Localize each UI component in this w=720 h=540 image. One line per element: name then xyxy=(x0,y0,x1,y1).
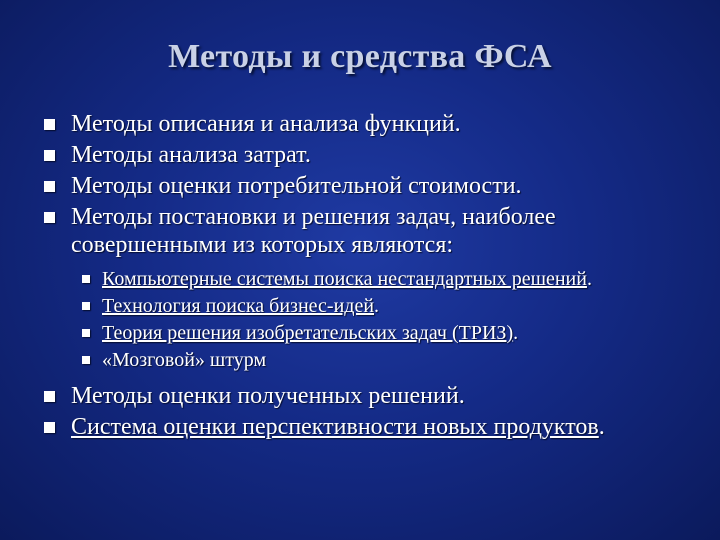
list-item xyxy=(44,382,694,410)
square-bullet-icon xyxy=(44,422,55,433)
square-bullet-icon xyxy=(82,329,90,337)
list-item xyxy=(44,141,694,169)
list-item xyxy=(44,110,694,138)
sub-bullet-list xyxy=(82,267,694,372)
square-bullet-icon xyxy=(82,275,90,283)
square-bullet-icon xyxy=(44,212,55,223)
list-item-text: Методы оценки полученных решений. xyxy=(71,383,465,409)
slide-title: Методы и средства ФСА xyxy=(168,38,552,75)
sub-item-suffix: . xyxy=(513,322,519,344)
sub-item-suffix: . xyxy=(586,268,592,290)
hyperlink-triz[interactable]: Теория решения изобретательских задач (ТРИЗ) xyxy=(102,322,514,344)
sub-list-item-text: «Мозговой» штурм xyxy=(102,349,267,371)
sub-list-item xyxy=(82,321,694,345)
hyperlink-product-evaluation[interactable]: Система оценки перспективности новых продуктов xyxy=(71,414,599,440)
square-bullet-icon xyxy=(44,181,55,192)
list-item-text: Методы оценки потребительной стоимости. xyxy=(71,173,522,199)
list-item-suffix: . xyxy=(598,414,605,440)
square-bullet-icon xyxy=(44,391,55,402)
sub-list-item xyxy=(82,348,694,372)
square-bullet-icon xyxy=(44,150,55,161)
sub-item-suffix: . xyxy=(374,295,380,317)
list-item xyxy=(44,413,694,441)
bullet-list xyxy=(44,110,694,444)
square-bullet-icon xyxy=(82,302,90,310)
list-item-text: Методы описания и анализа функций. xyxy=(71,111,461,137)
square-bullet-icon xyxy=(44,119,55,130)
hyperlink-computer-systems[interactable]: Компьютерные системы поиска нестандартных решений xyxy=(102,268,587,290)
sub-list-item xyxy=(82,294,694,318)
list-item xyxy=(44,172,694,200)
hyperlink-business-ideas[interactable]: Технология поиска бизнес-идей xyxy=(102,295,375,317)
square-bullet-icon xyxy=(82,356,90,364)
list-item-text: Методы постановки и решения задач, наиболее совершенными из которых являются: xyxy=(71,204,556,258)
list-item-text: Методы анализа затрат. xyxy=(71,142,311,168)
list-item xyxy=(44,203,694,259)
sub-list-item xyxy=(82,267,694,291)
